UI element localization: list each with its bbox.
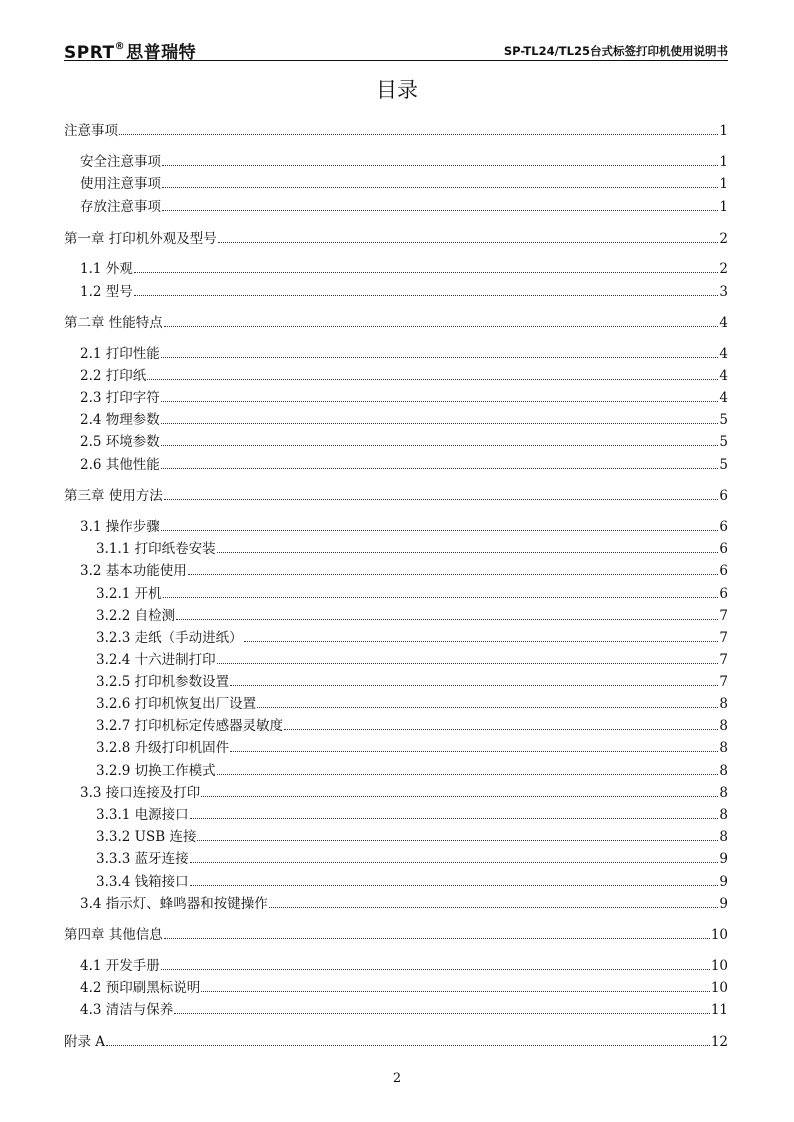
toc-entry-label: 2.3 打印字符 xyxy=(80,390,160,406)
toc-entry-page: 10 xyxy=(710,980,728,996)
toc-leader-dots xyxy=(164,938,710,939)
toc-leader-dots xyxy=(269,907,719,908)
toc-entry[interactable] xyxy=(96,606,728,624)
toc-entry-label: 3.2.3 走纸（手动进纸） xyxy=(96,630,243,646)
page-title: 目录 xyxy=(376,78,418,102)
toc-leader-dots xyxy=(161,401,719,402)
toc-entry[interactable] xyxy=(96,539,728,557)
toc-entry-page: 7 xyxy=(719,608,728,624)
toc-entry-label: 1.2 型号 xyxy=(80,284,133,300)
toc-entry-label: 4.2 预印刷黑标说明 xyxy=(80,980,201,996)
toc-leader-dots xyxy=(162,187,718,188)
toc-entry[interactable] xyxy=(96,694,728,712)
toc-entry[interactable] xyxy=(80,894,728,912)
toc-entry-page: 8 xyxy=(719,785,728,801)
toc-entry-page: 4 xyxy=(719,315,728,331)
toc-leader-dots xyxy=(134,272,719,273)
toc-entry[interactable] xyxy=(80,366,728,384)
toc-entry[interactable] xyxy=(96,805,728,823)
toc-entry[interactable] xyxy=(80,978,728,996)
toc-entry-page: 6 xyxy=(719,488,728,504)
toc-leader-dots xyxy=(162,210,718,211)
toc-entry-page: 7 xyxy=(719,674,728,690)
toc-entry-page: 6 xyxy=(719,563,728,579)
toc-entry-page: 9 xyxy=(719,896,728,912)
toc-entry-page: 12 xyxy=(710,1034,728,1050)
toc-entry[interactable] xyxy=(64,486,728,504)
toc-entry-label: 4.1 开发手册 xyxy=(80,958,160,974)
toc-entry-label: 第四章 其他信息 xyxy=(64,927,163,943)
toc-leader-dots xyxy=(201,991,710,992)
toc-entry-label: 3.4 指示灯、蜂鸣器和按键操作 xyxy=(80,896,268,912)
toc-entry-label: 3.2.9 切换工作模式 xyxy=(96,763,216,779)
toc-entry-label: 3.2.2 自检测 xyxy=(96,608,176,624)
toc-entry-page: 1 xyxy=(719,154,728,170)
toc-entry-label: 3.3.1 电源接口 xyxy=(96,807,189,823)
toc-entry-label: 第一章 打印机外观及型号 xyxy=(64,231,217,247)
toc-leader-dots xyxy=(161,530,719,531)
toc-leader-dots xyxy=(197,840,718,841)
toc-leader-dots xyxy=(147,379,718,380)
toc-entry-page: 9 xyxy=(719,851,728,867)
toc-entry-page: 8 xyxy=(719,829,728,845)
toc-entry[interactable] xyxy=(96,872,728,890)
toc-entry[interactable] xyxy=(80,282,728,300)
brand-name: SPRT xyxy=(64,43,115,63)
toc-leader-dots xyxy=(164,499,719,500)
toc-entry[interactable] xyxy=(80,344,728,362)
toc-leader-dots xyxy=(176,619,718,620)
toc-leader-dots xyxy=(284,729,718,730)
toc-entry[interactable] xyxy=(80,561,728,579)
toc-entry[interactable] xyxy=(80,388,728,406)
toc-leader-dots xyxy=(161,423,719,424)
toc-entry-page: 8 xyxy=(719,696,728,712)
toc-entry[interactable] xyxy=(96,761,728,779)
toc-entry-label: 2.4 物理参数 xyxy=(80,412,160,428)
toc-entry[interactable] xyxy=(80,956,728,974)
toc-leader-dots xyxy=(190,818,719,819)
toc-entry-page: 6 xyxy=(719,541,728,557)
toc-entry[interactable] xyxy=(64,1032,728,1050)
toc-entry-label: 使用注意事项 xyxy=(80,176,161,192)
toc-entry-label: 3.3.3 蓝牙连接 xyxy=(96,851,189,867)
toc-entry-label: 3.2.5 打印机参数设置 xyxy=(96,674,230,690)
page-number: 2 xyxy=(392,1071,402,1086)
toc-entry[interactable] xyxy=(80,410,728,428)
toc-entry-label: 3.2.4 十六进制打印 xyxy=(96,652,216,668)
toc-entry[interactable] xyxy=(80,432,728,450)
toc-entry-page: 11 xyxy=(710,1002,728,1018)
toc-entry[interactable] xyxy=(80,174,728,192)
toc-entry-page: 1 xyxy=(719,123,728,139)
toc-leader-dots xyxy=(217,552,719,553)
toc-entry-page: 10 xyxy=(710,958,728,974)
toc-entry-page: 10 xyxy=(710,927,728,943)
toc-entry-page: 1 xyxy=(719,176,728,192)
toc-entry[interactable] xyxy=(64,313,728,331)
toc-entry-page: 5 xyxy=(719,457,728,473)
toc-entry[interactable] xyxy=(64,121,728,139)
toc-entry-page: 6 xyxy=(719,586,728,602)
toc-entry-page: 4 xyxy=(719,368,728,384)
toc-leader-dots xyxy=(174,1013,710,1014)
toc-entry[interactable] xyxy=(80,152,728,170)
toc-entry-label: 1.1 外观 xyxy=(80,261,133,277)
toc-leader-dots xyxy=(163,597,719,598)
toc-entry-label: 3.1 操作步骤 xyxy=(80,519,160,535)
toc-entry-page: 7 xyxy=(719,652,728,668)
toc-entry[interactable] xyxy=(64,229,728,247)
toc-entry-label: 3.2.8 升级打印机固件 xyxy=(96,740,230,756)
toc-entry-page: 6 xyxy=(719,519,728,535)
toc-entry[interactable] xyxy=(64,925,728,943)
toc-entry[interactable] xyxy=(80,455,728,473)
toc-entry-page: 4 xyxy=(719,390,728,406)
toc-entry-page: 7 xyxy=(719,630,728,646)
toc-leader-dots xyxy=(161,445,719,446)
toc-entry-label: 3.2 基本功能使用 xyxy=(80,563,187,579)
toc-entry[interactable] xyxy=(80,517,728,535)
brand-name-cn: 思普瑞特 xyxy=(126,43,197,63)
toc-entry[interactable] xyxy=(80,197,728,215)
toc-entry-page: 1 xyxy=(719,199,728,215)
toc-entry-label: 3.3.2 USB 连接 xyxy=(96,829,197,845)
toc-leader-dots xyxy=(257,707,718,708)
toc-entry-label: 注意事项 xyxy=(64,123,118,139)
toc-entry-page: 2 xyxy=(719,231,728,247)
toc-entry[interactable] xyxy=(80,259,728,277)
toc-entry-page: 5 xyxy=(719,412,728,428)
toc-entry[interactable] xyxy=(96,628,728,646)
toc-leader-dots xyxy=(161,357,719,358)
toc-leader-dots xyxy=(164,326,719,327)
toc-entry-label: 3.2.1 开机 xyxy=(96,586,162,602)
toc-leader-dots xyxy=(230,751,718,752)
toc-entry[interactable] xyxy=(96,584,728,602)
toc-leader-dots xyxy=(134,295,719,296)
toc-leader-dots xyxy=(217,774,719,775)
toc-entry-page: 8 xyxy=(719,718,728,734)
toc-entry-label: 3.3.4 钱箱接口 xyxy=(96,874,189,890)
toc-leader-dots xyxy=(218,242,719,243)
toc-entry[interactable] xyxy=(96,672,728,690)
toc-entry[interactable] xyxy=(80,783,728,801)
toc-entry-label: 2.1 打印性能 xyxy=(80,346,160,362)
toc-entry-label: 2.6 其他性能 xyxy=(80,457,160,473)
toc-entry[interactable] xyxy=(96,738,728,756)
toc-entry-page: 5 xyxy=(719,434,728,450)
toc-entry[interactable] xyxy=(96,650,728,668)
toc-entry-label: 4.3 清洁与保养 xyxy=(80,1002,174,1018)
toc-entry-label: 第二章 性能特点 xyxy=(64,315,163,331)
toc-entry-page: 8 xyxy=(719,740,728,756)
toc-leader-dots xyxy=(106,1045,710,1046)
toc-entry-label: 3.2.6 打印机恢复出厂设置 xyxy=(96,696,257,712)
toc-leader-dots xyxy=(190,885,719,886)
toc-leader-dots xyxy=(188,574,719,575)
toc-leader-dots xyxy=(244,641,719,642)
toc-entry-label: 3.1.1 打印纸卷安装 xyxy=(96,541,216,557)
toc-entry-page: 9 xyxy=(719,874,728,890)
toc-entry-label: 第三章 使用方法 xyxy=(64,488,163,504)
toc-leader-dots xyxy=(162,165,718,166)
toc-entry-page: 2 xyxy=(719,261,728,277)
toc-leader-dots xyxy=(190,862,719,863)
toc-leader-dots xyxy=(119,134,718,135)
document-title: SP-TL24/TL25台式标签打印机使用说明书 xyxy=(503,44,728,58)
toc-entry-label: 附录 A xyxy=(64,1034,106,1050)
toc-entry[interactable] xyxy=(96,827,728,845)
toc-entry[interactable] xyxy=(96,716,728,734)
toc-leader-dots xyxy=(230,685,718,686)
toc-entry-label: 3.3 接口连接及打印 xyxy=(80,785,201,801)
toc-leader-dots xyxy=(201,796,718,797)
toc-leader-dots xyxy=(161,969,710,970)
toc-entry-page: 3 xyxy=(719,284,728,300)
toc-leader-dots xyxy=(217,663,719,664)
toc-entry-label: 2.5 环境参数 xyxy=(80,434,160,450)
toc-entry[interactable] xyxy=(96,849,728,867)
toc-entry-page: 4 xyxy=(719,346,728,362)
toc-leader-dots xyxy=(161,468,719,469)
toc-entry-label: 存放注意事项 xyxy=(80,199,161,215)
toc-entry-label: 3.2.7 打印机标定传感器灵敏度 xyxy=(96,718,284,734)
registered-mark: ® xyxy=(114,41,126,53)
toc-entry[interactable] xyxy=(80,1000,728,1018)
toc-entry-page: 8 xyxy=(719,807,728,823)
toc-entry-page: 8 xyxy=(719,763,728,779)
toc-entry-label: 安全注意事项 xyxy=(80,154,161,170)
toc-entry-label: 2.2 打印纸 xyxy=(80,368,147,384)
